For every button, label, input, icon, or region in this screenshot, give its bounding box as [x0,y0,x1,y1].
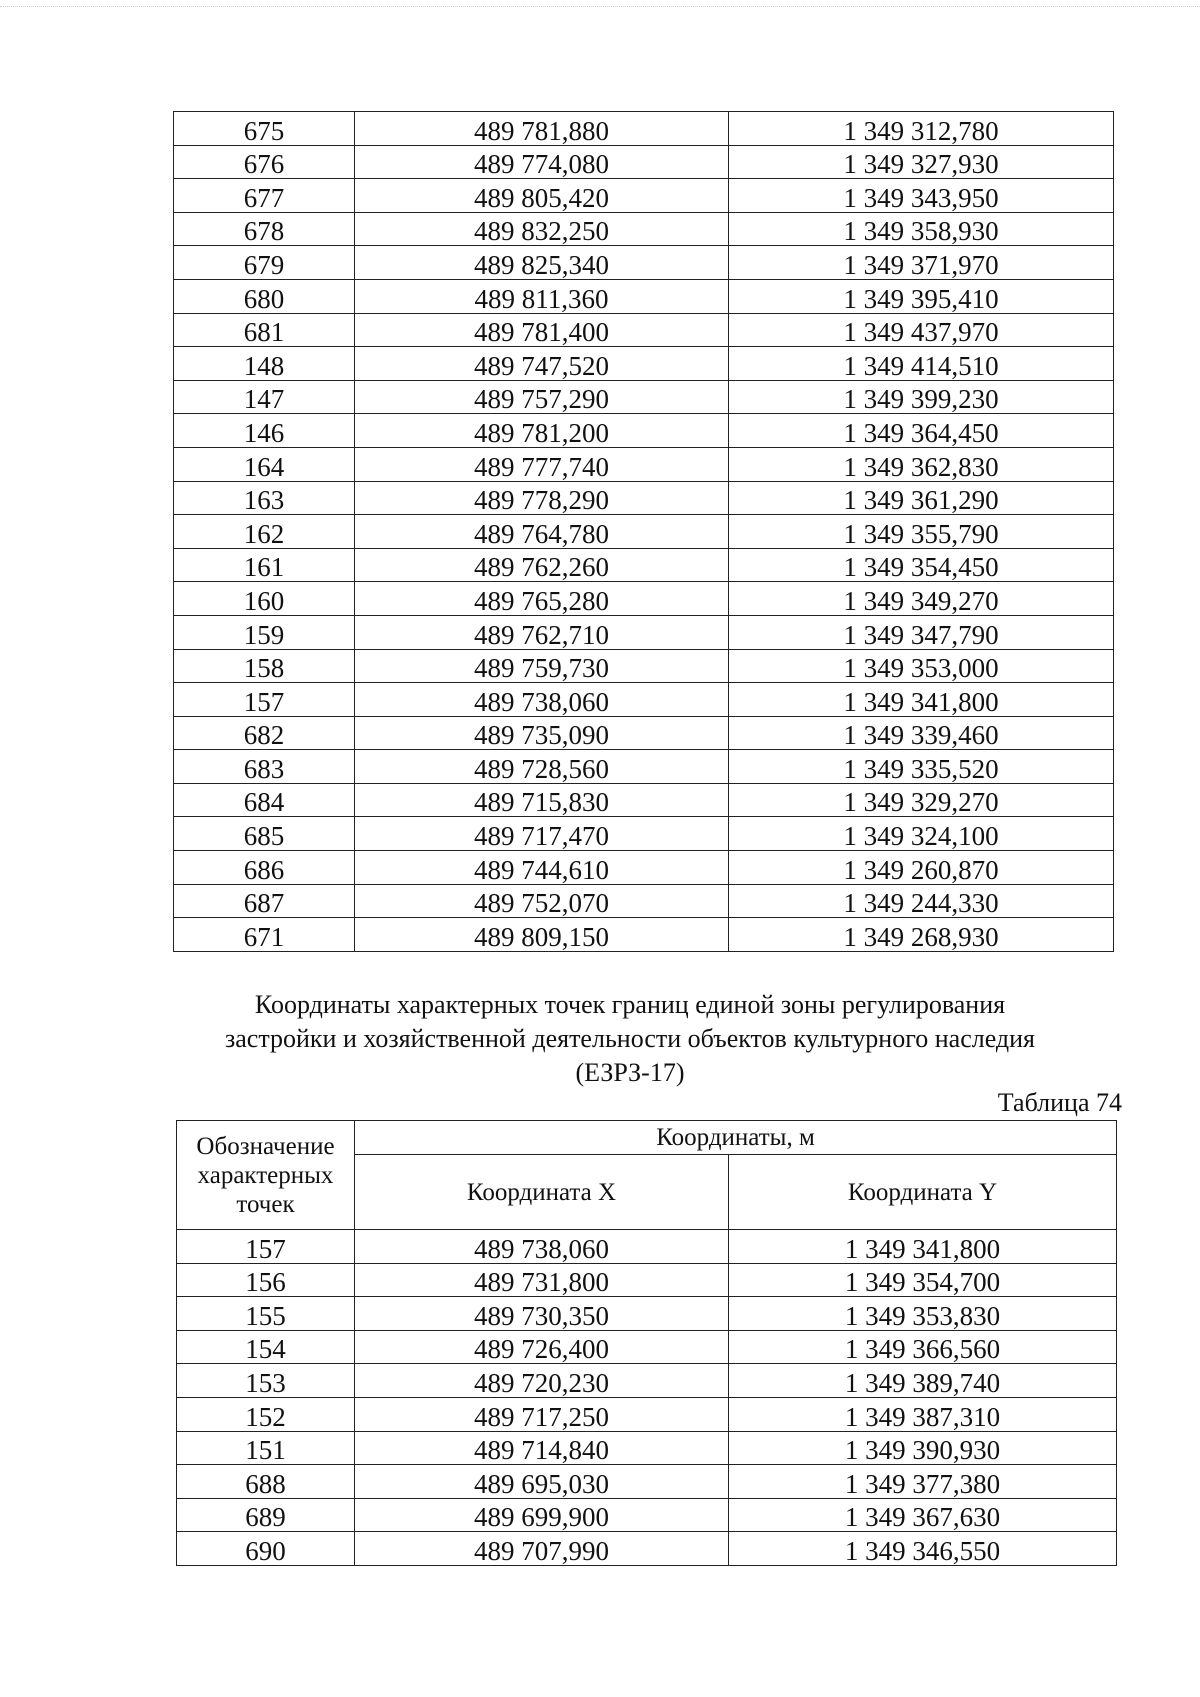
coordinate-y-cell: 1 349 244,330 [729,884,1114,918]
point-number-cell: 688 [177,1465,355,1499]
point-number-cell: 156 [177,1263,355,1297]
coordinate-x-cell: 489 764,780 [355,515,729,549]
coordinate-y-cell: 1 349 353,000 [729,649,1114,683]
point-number-cell: 160 [174,582,355,616]
table-row [177,1230,1117,1264]
table-row [174,783,1114,817]
table-row [174,414,1114,448]
point-number-cell: 154 [177,1330,355,1364]
table-row [174,615,1114,649]
point-number-cell: 681 [174,313,355,347]
coordinate-y-cell: 1 349 324,100 [729,817,1114,851]
point-number-cell: 161 [174,548,355,582]
table-row [174,179,1114,213]
coordinate-x-cell: 489 707,990 [355,1532,729,1566]
coordinates-table-body [174,112,1114,952]
coordinate-y-cell: 1 349 358,930 [729,212,1114,246]
point-number-cell: 671 [174,918,355,952]
coordinates-table-continued [173,111,1114,952]
coordinate-y-cell: 1 349 339,460 [729,716,1114,750]
table-row [177,1297,1117,1331]
coordinate-x-cell: 489 757,290 [355,380,729,414]
coordinate-x-cell: 489 765,280 [355,582,729,616]
coordinate-y-cell: 1 349 366,560 [729,1330,1117,1364]
point-number-cell: 675 [174,112,355,146]
table-row [177,1330,1117,1364]
point-number-cell: 680 [174,279,355,313]
coordinate-x-cell: 489 825,340 [355,246,729,280]
point-number-cell: 690 [177,1532,355,1566]
point-number-cell: 689 [177,1498,355,1532]
table-row [177,1465,1117,1499]
header-coordinate-y: Координата Y [729,1155,1117,1230]
point-number-cell: 159 [174,615,355,649]
coordinate-x-cell: 489 738,060 [355,1230,729,1264]
table-row [174,515,1114,549]
coordinate-x-cell: 489 777,740 [355,447,729,481]
header-coordinate-x: Координата X [355,1155,729,1230]
coordinate-x-cell: 489 715,830 [355,783,729,817]
coordinate-x-cell: 489 726,400 [355,1330,729,1364]
table-row [174,279,1114,313]
point-number-cell: 164 [174,447,355,481]
coordinate-y-cell: 1 349 353,830 [729,1297,1117,1331]
coordinate-y-cell: 1 349 364,450 [729,414,1114,448]
coordinate-x-cell: 489 744,610 [355,851,729,885]
point-number-cell: 157 [177,1230,355,1264]
coordinate-y-cell: 1 349 414,510 [729,347,1114,381]
point-number-cell: 148 [174,347,355,381]
table-row [174,548,1114,582]
coordinate-y-cell: 1 349 349,270 [729,582,1114,616]
table-row [174,683,1114,717]
point-number-cell: 146 [174,414,355,448]
coordinate-x-cell: 489 747,520 [355,347,729,381]
point-number-cell: 687 [174,884,355,918]
point-number-cell: 677 [174,179,355,213]
coordinate-y-cell: 1 349 341,800 [729,1230,1117,1264]
coordinate-y-cell: 1 349 346,550 [729,1532,1117,1566]
table-row [174,716,1114,750]
header-coordinates: Координаты, м [355,1121,1117,1155]
coordinate-y-cell: 1 349 347,790 [729,615,1114,649]
coordinate-x-cell: 489 781,400 [355,313,729,347]
coordinate-x-cell: 489 738,060 [355,683,729,717]
coordinate-x-cell: 489 728,560 [355,750,729,784]
coordinate-x-cell: 489 730,350 [355,1297,729,1331]
point-number-cell: 162 [174,515,355,549]
caption-line-2: застройки и хозяйственной деятельности объектов культурного наследия [224,1024,1036,1053]
coordinate-y-cell: 1 349 260,870 [729,851,1114,885]
table-row [174,481,1114,515]
point-number-cell: 152 [177,1397,355,1431]
coordinate-x-cell: 489 720,230 [355,1364,729,1398]
coordinate-x-cell: 489 695,030 [355,1465,729,1499]
table-row [174,347,1114,381]
section-caption [150,988,1110,1090]
coordinate-x-cell: 489 699,900 [355,1498,729,1532]
table-number: Таблица 74 [997,1088,1122,1117]
point-number-cell: 679 [174,246,355,280]
table-row [177,1532,1117,1566]
coordinate-x-cell: 489 714,840 [355,1431,729,1465]
coordinate-y-cell: 1 349 355,790 [729,515,1114,549]
table-row [174,884,1114,918]
point-number-cell: 676 [174,145,355,179]
point-number-cell: 157 [174,683,355,717]
table-row [174,918,1114,952]
coordinate-x-cell: 489 781,880 [355,112,729,146]
table-row [174,112,1114,146]
table-row [177,1364,1117,1398]
coordinate-y-cell: 1 349 327,930 [729,145,1114,179]
coordinate-y-cell: 1 349 329,270 [729,783,1114,817]
table-row [174,380,1114,414]
coordinate-y-cell: 1 349 437,970 [729,313,1114,347]
point-number-cell: 153 [177,1364,355,1398]
point-number-cell: 686 [174,851,355,885]
table-row [174,851,1114,885]
table-row [177,1498,1117,1532]
point-number-cell: 683 [174,750,355,784]
coordinate-x-cell: 489 774,080 [355,145,729,179]
coordinates-table-body [177,1230,1117,1566]
table-row [174,447,1114,481]
coordinate-y-cell: 1 349 367,630 [729,1498,1117,1532]
table-row [174,212,1114,246]
caption-line-3: (ЕЗРЗ-17) [575,1058,685,1087]
coordinate-x-cell: 489 762,710 [355,615,729,649]
coordinate-y-cell: 1 349 354,700 [729,1263,1117,1297]
table-row [177,1397,1117,1431]
coordinate-y-cell: 1 349 390,930 [729,1431,1117,1465]
point-number-cell: 151 [177,1431,355,1465]
coordinate-y-cell: 1 349 354,450 [729,548,1114,582]
table-row [174,649,1114,683]
coordinate-x-cell: 489 735,090 [355,716,729,750]
coordinate-y-cell: 1 349 389,740 [729,1364,1117,1398]
coordinate-x-cell: 489 778,290 [355,481,729,515]
coordinate-y-cell: 1 349 341,800 [729,683,1114,717]
coordinate-y-cell: 1 349 335,520 [729,750,1114,784]
table-row [174,313,1114,347]
table-row [174,817,1114,851]
point-number-cell: 163 [174,481,355,515]
coordinate-x-cell: 489 832,250 [355,212,729,246]
coordinate-y-cell: 1 349 399,230 [729,380,1114,414]
coordinate-y-cell: 1 349 361,290 [729,481,1114,515]
table-row [174,750,1114,784]
point-number-cell: 147 [174,380,355,414]
table-row [177,1431,1117,1465]
point-number-cell: 682 [174,716,355,750]
coordinates-table-74 [176,1120,1117,1566]
header-point-designation: Обозначение характерных точек [177,1121,355,1230]
coordinate-x-cell: 489 717,250 [355,1397,729,1431]
coordinate-y-cell: 1 349 343,950 [729,179,1114,213]
caption-line-1: Координаты характерных точек границ единой зоны регулирования [254,990,1006,1019]
table-row [174,246,1114,280]
point-number-cell: 678 [174,212,355,246]
point-number-cell: 684 [174,783,355,817]
table-header [177,1121,1117,1230]
table-row [177,1263,1117,1297]
coordinate-x-cell: 489 809,150 [355,918,729,952]
coordinate-y-cell: 1 349 312,780 [729,112,1114,146]
coordinate-y-cell: 1 349 395,410 [729,279,1114,313]
table-row [174,145,1114,179]
coordinate-y-cell: 1 349 268,930 [729,918,1114,952]
scan-top-edge [0,6,1200,7]
table-row [174,582,1114,616]
point-number-cell: 155 [177,1297,355,1331]
coordinate-y-cell: 1 349 377,380 [729,1465,1117,1499]
coordinate-x-cell: 489 752,070 [355,884,729,918]
coordinate-y-cell: 1 349 371,970 [729,246,1114,280]
point-number-cell: 685 [174,817,355,851]
coordinate-x-cell: 489 762,260 [355,548,729,582]
coordinate-x-cell: 489 781,200 [355,414,729,448]
point-number-cell: 158 [174,649,355,683]
coordinate-x-cell: 489 759,730 [355,649,729,683]
coordinate-x-cell: 489 805,420 [355,179,729,213]
coordinate-x-cell: 489 731,800 [355,1263,729,1297]
coordinate-y-cell: 1 349 362,830 [729,447,1114,481]
coordinate-y-cell: 1 349 387,310 [729,1397,1117,1431]
coordinate-x-cell: 489 811,360 [355,279,729,313]
coordinate-x-cell: 489 717,470 [355,817,729,851]
